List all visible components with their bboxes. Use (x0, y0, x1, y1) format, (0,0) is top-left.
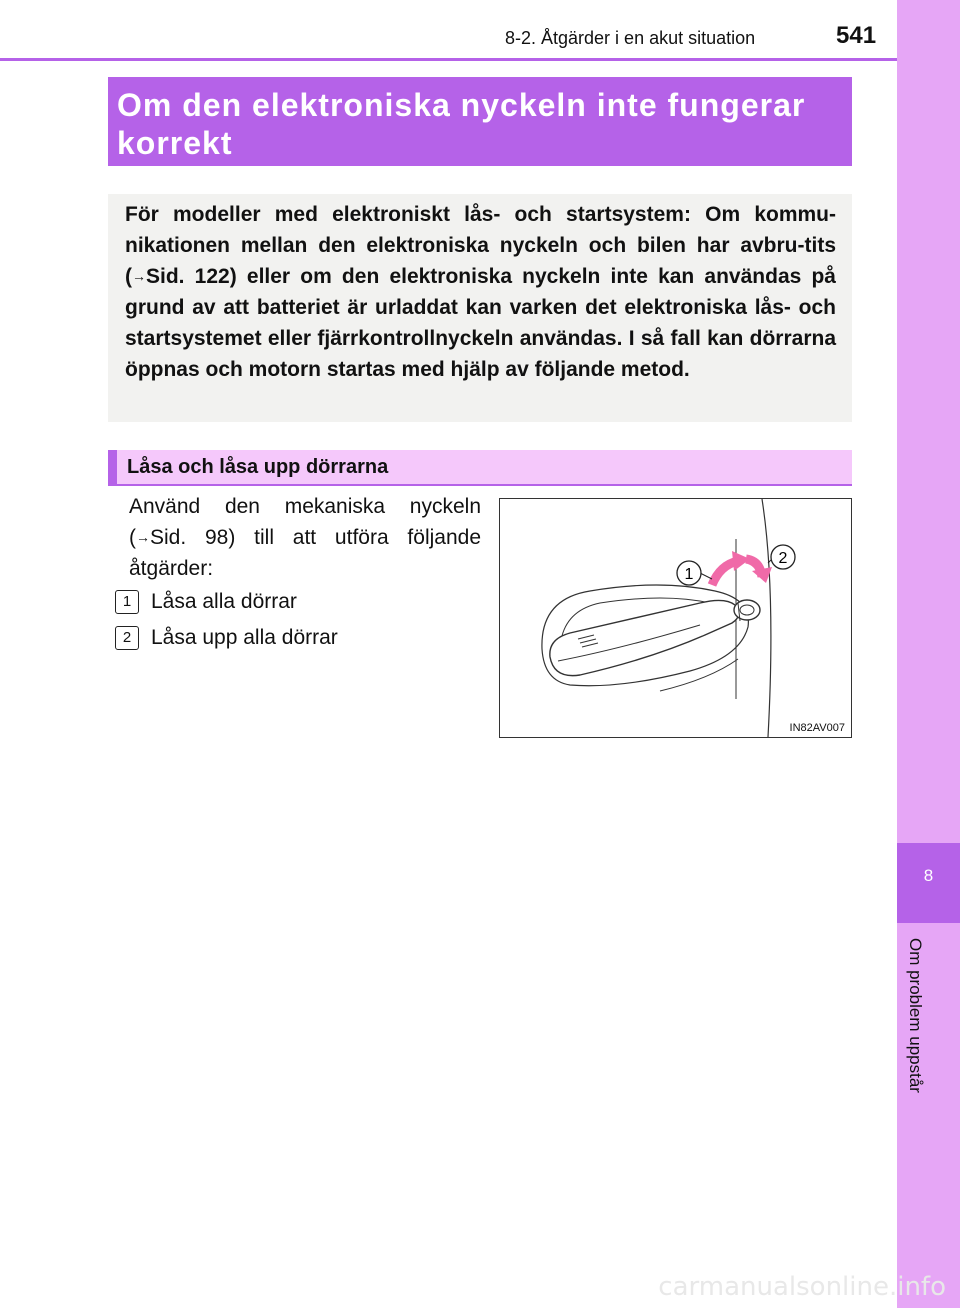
door-handle-illustration (499, 498, 852, 738)
body-text-part1: Använd den mekaniska nyckeln ( (129, 495, 481, 549)
arrow-right-icon: → (136, 529, 150, 545)
intro-paragraph (125, 199, 836, 385)
page-title: Om den elektroniska nyckeln inte fungerar korrekt (108, 77, 852, 166)
figure-code: IN82AV007 (789, 722, 845, 734)
callout-1: 1 (684, 566, 694, 583)
callout-2: 2 (778, 550, 788, 567)
header-divider (0, 58, 897, 61)
step-item (115, 626, 338, 650)
page-number: 541 (836, 22, 877, 49)
arrow-right-icon: → (132, 268, 146, 284)
chapter-number: 8 (923, 866, 934, 885)
intro-box (108, 194, 852, 422)
step-item (115, 590, 297, 614)
intro-text-part2: ) eller om den elektroniska nyckeln inte kan användas på grund av att batteriet är urladdat kan varken det elektroniska lås- och startsystemet eller fjärrkontrollnyckeln användas. I så fall kan dörrarna öppnas och motorn startas med hjälp av följande metod. (125, 265, 836, 381)
step-text: Låsa alla dörrar (151, 590, 297, 613)
section-header: 8-2. Åtgärder i en akut situation (505, 28, 756, 48)
body-paragraph (129, 491, 481, 584)
door-handle-drawing (500, 499, 853, 739)
chapter-title: Om problem uppstår (906, 938, 925, 1093)
body-text-part2: ) till att utföra följande åtgärder: (129, 526, 481, 580)
watermark: carmanualsonline.info (658, 1272, 946, 1302)
intro-page-reference[interactable]: Sid. 122 (146, 265, 230, 288)
step-number-badge: 1 (115, 590, 139, 614)
step-text: Låsa upp alla dörrar (151, 626, 338, 649)
intro-text-part1: För modeller med elektroniskt lås- och startsystem: Om kommu-nikationen mellan den elektroniska nyckeln och bilen har avbru-tits ( (125, 203, 836, 288)
body-page-reference[interactable]: Sid. 98 (150, 526, 229, 549)
step-number-badge: 2 (115, 626, 139, 650)
section-subheading: Låsa och låsa upp dörrarna (108, 450, 852, 486)
